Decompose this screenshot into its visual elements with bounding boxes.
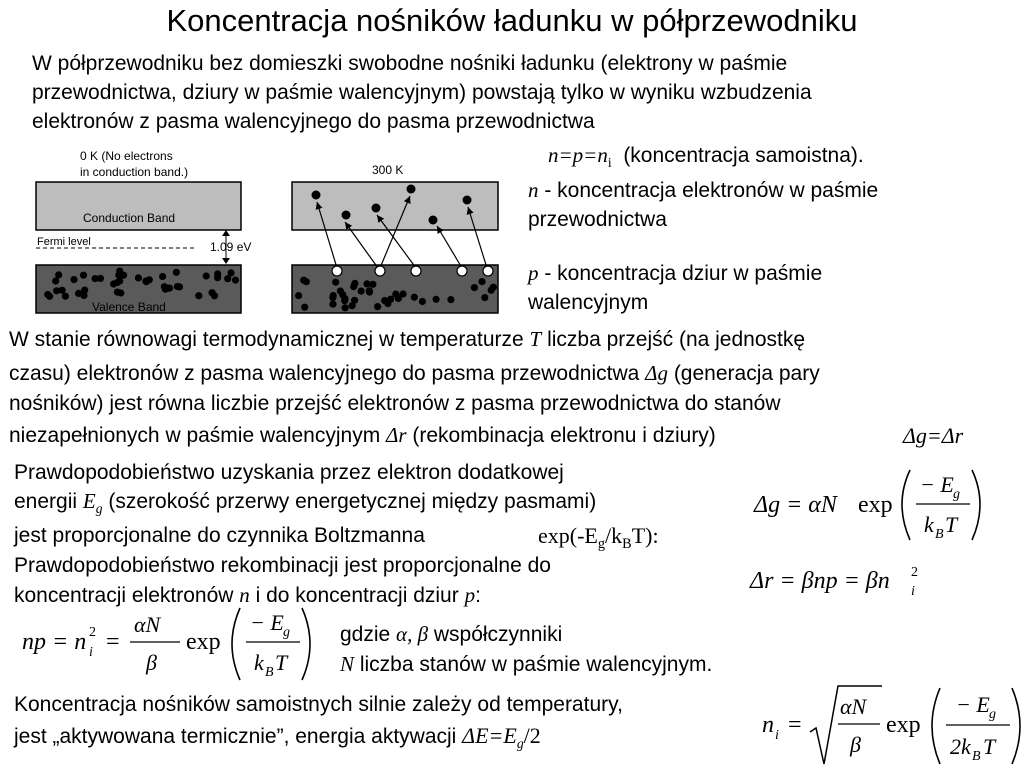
alpha-beta-symbols: α, β bbox=[396, 622, 429, 646]
equilibrium-line-2 bbox=[9, 359, 820, 388]
n-symbol: n bbox=[528, 178, 539, 202]
probability-text: koncentracji elektronów bbox=[14, 584, 240, 607]
conclusion-line-1: Koncentracja nośników samoistnych silnie zależy od temperatury, bbox=[14, 693, 623, 716]
denominator-2k: 2k bbox=[950, 734, 971, 759]
exp-function: exp bbox=[886, 712, 921, 738]
band-diagram-figure bbox=[0, 140, 520, 325]
valence-band-label: Valence Band bbox=[92, 300, 166, 314]
intro-line-2: przewodnictwa, dziury w paśmie walencyjnym) powstają tylko w wyniku wzbudzenia bbox=[32, 81, 812, 104]
activation-energy: ΔE=E bbox=[462, 723, 517, 748]
equilibrium-text: (rekombinacja elektronu i dziury) bbox=[406, 424, 716, 447]
boltzmann-subscript: B bbox=[622, 536, 632, 552]
equilibrium-line-3: nośników) jest równa liczbie przejść elektronów z pasma przewodnictwa do stanów bbox=[9, 392, 781, 415]
n-definition-line-1 bbox=[528, 176, 878, 205]
fraction-denominator: β bbox=[146, 650, 157, 675]
right-caption: 300 K bbox=[372, 163, 404, 177]
subscript-i: i bbox=[89, 645, 93, 660]
generation-rate-formula bbox=[748, 462, 988, 546]
numerator: − E bbox=[250, 610, 284, 635]
p-symbol-inline: p bbox=[464, 583, 476, 607]
activation-energy-subscript: g bbox=[516, 735, 524, 751]
samoistna-subscript: i bbox=[607, 154, 612, 170]
denominator-k: k bbox=[254, 650, 264, 675]
conduction-band-label: Conduction Band bbox=[83, 211, 176, 225]
equilibrium-text: W stanie równowagi termodynamicznej w temperaturze bbox=[9, 328, 530, 351]
denominator-k: k bbox=[924, 512, 934, 537]
boltzmann-part: T): bbox=[631, 523, 659, 548]
recombination-symbol: Δr bbox=[386, 423, 407, 447]
gap-energy-label: 1.09 eV bbox=[210, 240, 252, 254]
superscript-2: 2 bbox=[911, 565, 918, 580]
coefficients-line-2 bbox=[340, 650, 712, 679]
svg-text:=: = bbox=[106, 629, 120, 655]
recombination-rate-formula bbox=[748, 560, 938, 600]
equilibrium-text: liczba przejść (na jednostkę bbox=[541, 328, 806, 351]
svg-text:=: = bbox=[788, 712, 802, 738]
probability-line-4: Prawdopodobieństwo rekombinacji jest proporcjonalne do bbox=[14, 554, 551, 577]
formula-lhs: Δg = αN bbox=[754, 492, 837, 518]
subscript-i: i bbox=[911, 584, 915, 599]
subscript-B: B bbox=[972, 749, 981, 764]
conclusion-text: jest „aktywowana termicznie”, energia aktywacji bbox=[14, 725, 463, 748]
probability-line-1: Prawdopodobieństwo uzyskania przez elektron dodatkowej bbox=[14, 461, 564, 484]
equilibrium-text: (generacja pary bbox=[667, 362, 820, 385]
boltzmann-part: /k bbox=[605, 523, 623, 548]
intrinsic-concentration-formula bbox=[760, 682, 1022, 770]
coefficients-text: współczynniki bbox=[428, 623, 563, 646]
n-definition-text: - koncentracja elektronów w paśmie bbox=[544, 179, 879, 202]
coefficients-text: gdzie bbox=[340, 623, 397, 646]
temperature-symbol: T bbox=[529, 327, 542, 351]
denominator-T: T bbox=[275, 650, 288, 675]
fermi-level-label: Fermi level bbox=[37, 236, 91, 248]
conclusion-line-2 bbox=[14, 721, 541, 751]
boltzmann-part: exp(-E bbox=[538, 523, 598, 548]
numerator: − E bbox=[920, 472, 954, 497]
gap-energy-symbol: E bbox=[82, 489, 96, 513]
probability-line-3: jest proporcjonalne do czynnika Boltzmanna bbox=[14, 524, 425, 547]
samoistna-formula: n=p=n bbox=[548, 143, 608, 167]
p-symbol: p bbox=[528, 261, 539, 285]
p-definition-line-1 bbox=[528, 259, 822, 288]
intro-line-3: elektronów z pasma walencyjnego do pasma przewodnictwa bbox=[32, 110, 595, 133]
balance-equation: Δg=Δr bbox=[903, 423, 964, 448]
boltzmann-subscript: g bbox=[597, 536, 606, 552]
N-symbol: N bbox=[340, 652, 355, 676]
numerator: − E bbox=[956, 692, 990, 717]
left-caption-1: 0 K (No electrons bbox=[80, 149, 173, 163]
exp-function: exp bbox=[186, 629, 221, 655]
equilibrium-line-1 bbox=[9, 325, 805, 354]
activation-energy-divisor: /2 bbox=[523, 723, 541, 748]
superscript-2: 2 bbox=[89, 625, 96, 640]
np-product-formula bbox=[20, 602, 320, 686]
n-symbol-inline: n bbox=[239, 583, 250, 607]
probability-text: i do koncentracji dziur bbox=[249, 584, 465, 607]
p-definition-line-2: walencyjnym bbox=[528, 291, 649, 314]
probability-text: (szerokość przerwy energetycznej między pasmami) bbox=[102, 490, 597, 513]
probability-text: energii bbox=[14, 490, 83, 513]
subscript-B: B bbox=[265, 665, 274, 680]
denominator-T: T bbox=[983, 734, 996, 759]
generation-symbol: Δg bbox=[645, 361, 668, 385]
subscript-i: i bbox=[775, 728, 779, 743]
p-definition-text: - koncentracja dziur w paśmie bbox=[544, 262, 823, 285]
denominator-T: T bbox=[945, 512, 958, 537]
formula-text: Δr = βnp = βn bbox=[750, 568, 890, 594]
coefficients-text: liczba stanów w paśmie walencyjnym. bbox=[354, 653, 713, 676]
left-caption-2: in conduction band.) bbox=[80, 165, 189, 179]
gap-energy-subscript: g bbox=[95, 500, 103, 516]
equilibrium-text: niezapełnionych w paśmie walencyjnym bbox=[9, 424, 387, 447]
subscript-g: g bbox=[989, 707, 996, 722]
probability-line-2 bbox=[14, 487, 596, 516]
fraction-numerator: αN bbox=[840, 694, 867, 719]
equilibrium-line-4 bbox=[9, 421, 716, 450]
subscript-g: g bbox=[283, 625, 290, 640]
ni-symbol: n bbox=[762, 712, 774, 738]
intro-line-1: W półprzewodniku bez domieszki swobodne nośniki ładunku (elektrony w paśmie bbox=[32, 52, 788, 75]
equilibrium-text: czasu) elektronów z pasma walencyjnego do pasma przewodnictwa bbox=[9, 362, 646, 385]
formula-lhs: np = n bbox=[22, 629, 87, 655]
exp-function: exp bbox=[858, 492, 893, 518]
n-definition-line-2: przewodnictwa bbox=[528, 208, 667, 231]
fraction-numerator: αN bbox=[134, 612, 161, 637]
coefficients-line-1 bbox=[340, 620, 562, 649]
probability-text: : bbox=[475, 584, 481, 607]
samoistna-line bbox=[548, 141, 864, 170]
boltzmann-factor bbox=[538, 521, 659, 550]
samoistna-text: (koncentracja samoistna). bbox=[623, 144, 864, 167]
subscript-B: B bbox=[935, 527, 944, 542]
subscript-g: g bbox=[953, 487, 960, 502]
fraction-denominator: β bbox=[850, 732, 861, 757]
page-title: Koncentracja nośników ładunku w półprzewodniku bbox=[166, 3, 858, 38]
